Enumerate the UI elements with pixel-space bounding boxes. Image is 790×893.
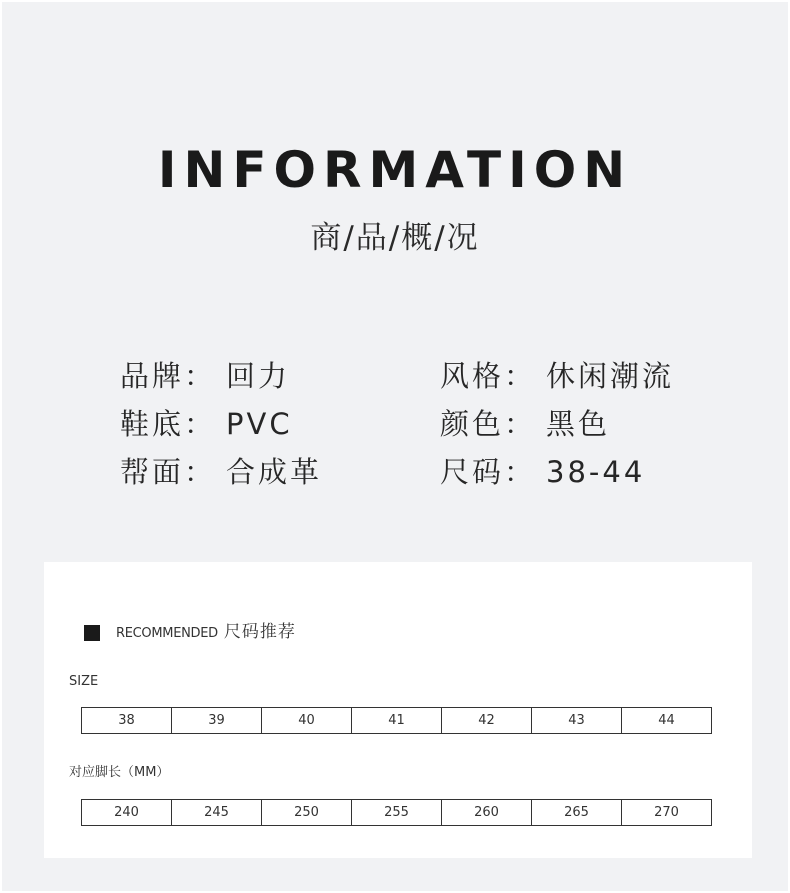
size-cell: 44 xyxy=(622,708,712,734)
length-cell: 255 xyxy=(352,800,442,826)
info-size-label: 尺码 xyxy=(440,455,505,489)
info-sole-value: PVC xyxy=(226,407,293,441)
size-cell: 40 xyxy=(262,708,352,734)
info-brand-value: 回力 xyxy=(226,359,291,393)
length-cell: 270 xyxy=(622,800,712,826)
table-row xyxy=(82,800,712,826)
length-cell: 240 xyxy=(82,800,172,826)
size-chart-heading-en: RECOMMENDED xyxy=(116,626,218,641)
info-separator: ： xyxy=(504,359,537,393)
info-upper-value: 合成革 xyxy=(226,455,323,489)
info-sole-label: 鞋底 xyxy=(120,407,185,441)
info-style-label: 风格 xyxy=(440,359,505,393)
length-cell: 260 xyxy=(442,800,532,826)
size-row-label: SIZE xyxy=(69,674,99,689)
size-cell: 41 xyxy=(352,708,442,734)
size-chart-panel xyxy=(44,562,752,858)
info-style xyxy=(440,356,674,396)
info-sole xyxy=(120,404,293,444)
length-cell: 265 xyxy=(532,800,622,826)
page-subtitle: 商/品/概/况 xyxy=(310,220,480,256)
info-separator: ： xyxy=(184,455,217,489)
info-style-value: 休闲潮流 xyxy=(546,359,675,393)
info-color-label: 颜色 xyxy=(440,407,505,441)
size-chart-heading xyxy=(116,621,296,645)
size-cell: 38 xyxy=(82,708,172,734)
page-background xyxy=(2,2,788,891)
length-cell: 245 xyxy=(172,800,262,826)
info-size-value: 38-44 xyxy=(546,455,646,489)
info-brand xyxy=(120,356,290,396)
size-cell: 39 xyxy=(172,708,262,734)
info-size xyxy=(440,452,645,492)
info-separator: ： xyxy=(504,407,537,441)
info-upper xyxy=(120,452,322,492)
length-cell: 250 xyxy=(262,800,352,826)
size-cell: 42 xyxy=(442,708,532,734)
size-table xyxy=(81,707,712,734)
info-separator: ： xyxy=(504,455,537,489)
info-separator: ： xyxy=(184,407,217,441)
square-bullet-icon xyxy=(84,625,100,641)
table-row xyxy=(82,708,712,734)
size-cell: 43 xyxy=(532,708,622,734)
foot-length-row-label: 对应脚长（MM） xyxy=(69,765,170,780)
info-upper-label: 帮面 xyxy=(120,455,185,489)
info-color-value: 黑色 xyxy=(546,407,611,441)
page-title: INFORMATION xyxy=(157,141,633,199)
foot-length-table xyxy=(81,799,712,826)
info-separator: ： xyxy=(184,359,217,393)
size-chart-heading-zh: 尺码推荐 xyxy=(223,622,296,642)
info-brand-label: 品牌 xyxy=(120,359,185,393)
info-color xyxy=(440,404,610,444)
